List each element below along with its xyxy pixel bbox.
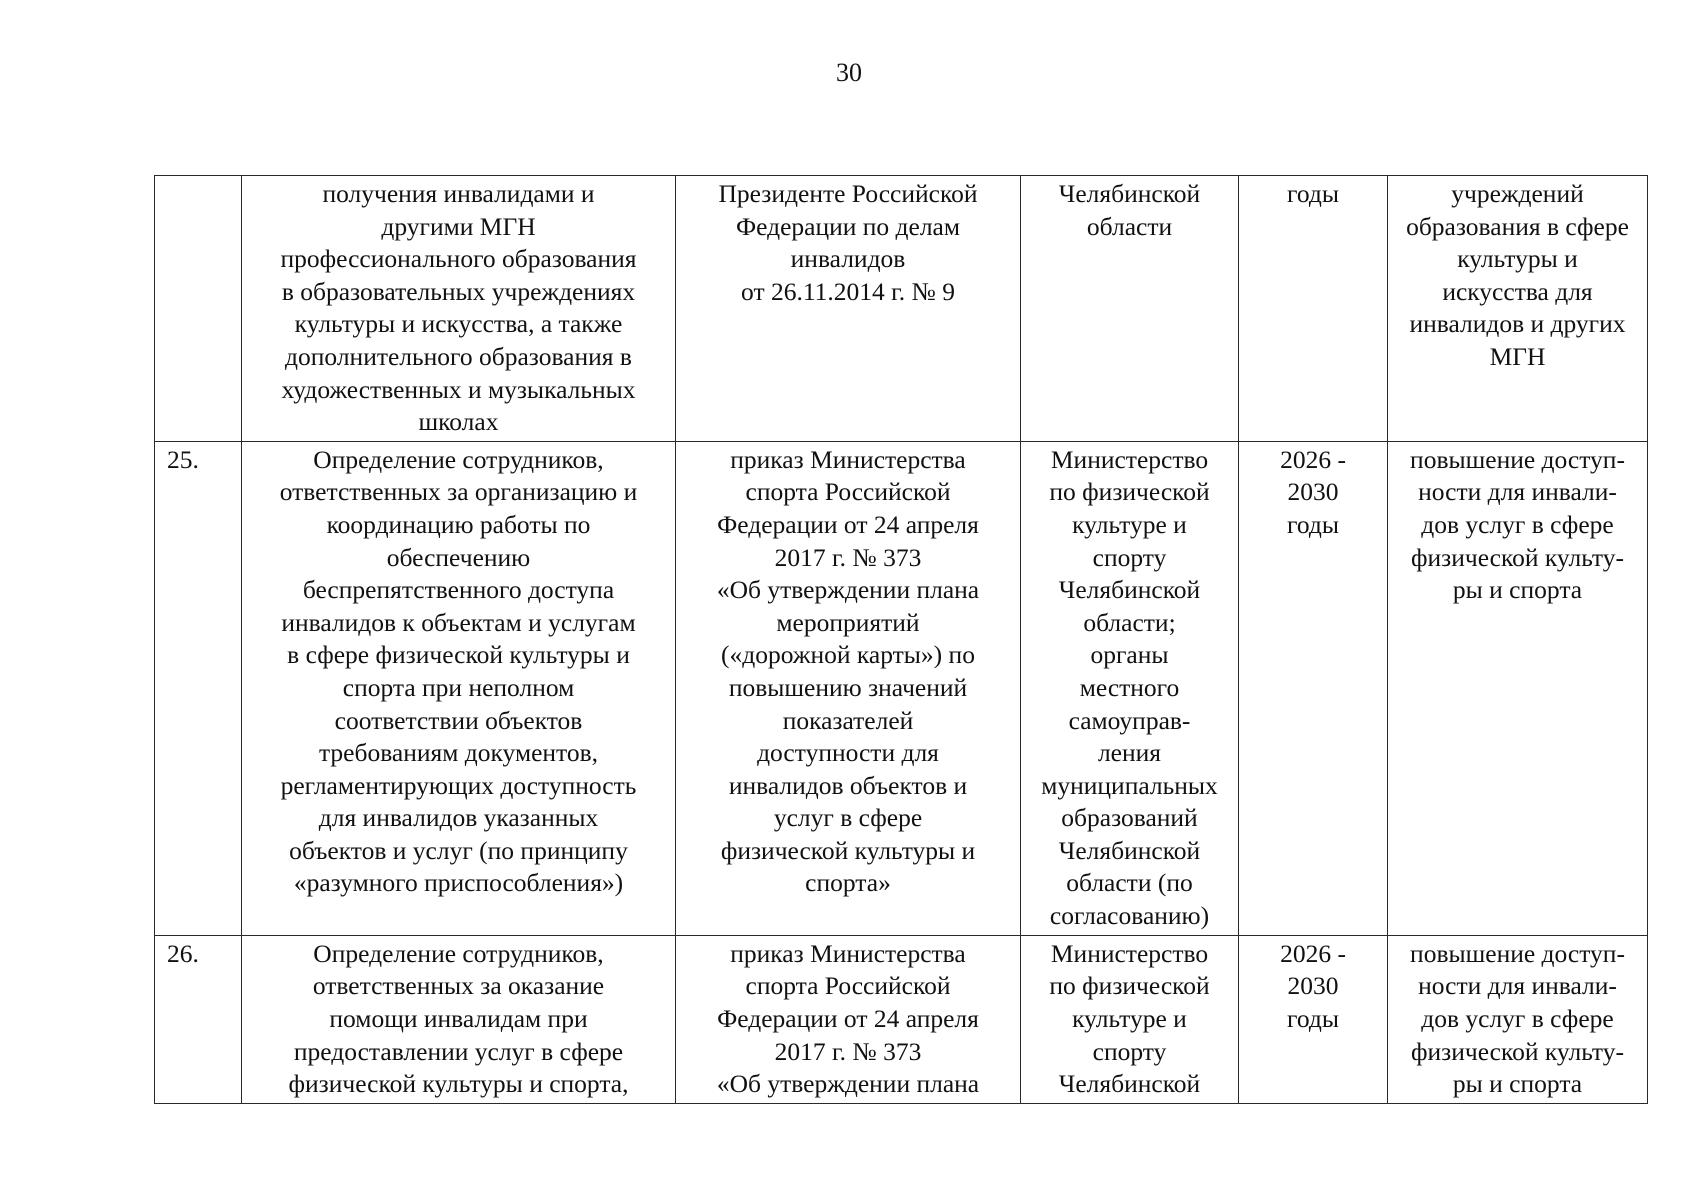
- document-cell: приказ Министерства спорта Российской Федерации от 24 апреля 2017 г. № 373 «Об утверждении плана: [676, 935, 1021, 1103]
- table-row: [155, 441, 1648, 935]
- term-cell: 2026 - 2030 годы: [1239, 441, 1388, 935]
- term-cell: годы: [1239, 176, 1388, 442]
- executors-cell: Министерство по физической культуре и спорту Челябинской области; органы местного самоуправ- ления муниципальных образований Челябинской области (по согласованию): [1021, 441, 1239, 935]
- document-cell: Президенте Российской Федерации по делам инвалидов от 26.11.2014 г. № 9: [676, 176, 1021, 442]
- term-cell: 2026 - 2030 годы: [1239, 935, 1388, 1103]
- document-cell: приказ Министерства спорта Российской Федерации от 24 апреля 2017 г. № 373 «Об утверждении плана мероприятий («дорожной карты») по повышению значений показателей доступности для инвалидов объектов и услуг в сфере физической культуры и спорта»: [676, 441, 1021, 935]
- row-number: 25.: [155, 441, 242, 935]
- row-number: 26.: [155, 935, 242, 1103]
- executors-cell: Челябинской области: [1021, 176, 1239, 442]
- table-row: [155, 935, 1648, 1103]
- measure-cell: получения инвалидами и другими МГН профессионального образования в образовательных учреждениях культуры и искусства, а также дополнительного образования в художественных и музыкальных школах: [242, 176, 676, 442]
- result-cell: повышение доступ- ности для инвали- дов услуг в сфере физической культу- ры и спорта: [1388, 441, 1648, 935]
- page-number: 30: [836, 58, 862, 87]
- executors-cell: Министерство по физической культуре и спорту Челябинской: [1021, 935, 1239, 1103]
- row-number: [155, 176, 242, 442]
- result-cell: повышение доступ- ности для инвали- дов услуг в сфере физической культу- ры и спорта: [1388, 935, 1648, 1103]
- measure-cell: Определение сотрудников, ответственных за оказание помощи инвалидам при предоставлении услуг в сфере физической культуры и спорта,: [242, 935, 676, 1103]
- table-row: [155, 176, 1648, 442]
- measure-cell: Определение сотрудников, ответственных за организацию и координацию работы по обеспечению беспрепятственного доступа инвалидов к объектам и услугам в сфере физической культуры и спорта при неполном соответствии объектов требованиям документов, регламентирующих доступность для инвалидов указанных объектов и услуг (по принципу «разумного приспособления»): [242, 441, 676, 935]
- result-cell: учреждений образования в сфере культуры и искусства для инвалидов и других МГН: [1388, 176, 1648, 442]
- measures-table: [154, 175, 1648, 1104]
